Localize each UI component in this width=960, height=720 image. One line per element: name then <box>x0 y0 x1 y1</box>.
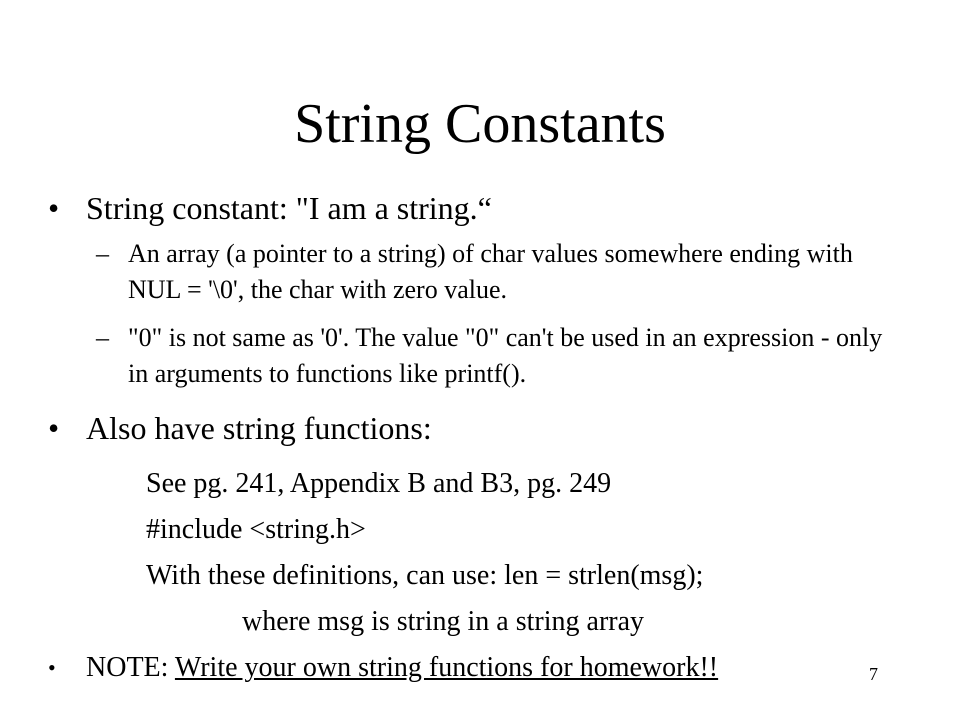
page-number: 7 <box>869 664 878 684</box>
bullet-marker: • <box>48 190 60 226</box>
bullet-marker: • <box>48 655 56 680</box>
detail-usage: With these definitions, can use: len = strlen(msg); <box>146 560 704 591</box>
bullet-text: String constant: "I am a string.“ <box>86 190 492 226</box>
subitem-text: "0" is not same as '0'. The value "0" can't be used in an expression - only in arguments to functions like printf(). <box>128 323 883 388</box>
bullet-text: Also have string functions: <box>86 410 432 446</box>
detail-msg-explanation: where msg is string in a string array <box>242 606 645 637</box>
detail-include: #include <string.h> <box>146 514 366 545</box>
note-text-container <box>86 650 718 686</box>
slide-title: String Constants <box>294 93 666 155</box>
note-homework-emphasis: Write your own string functions for homework!! <box>174 652 719 683</box>
subitem-marker: – <box>96 323 109 352</box>
subitem-marker: – <box>96 239 109 268</box>
note-prefix: NOTE: <box>86 652 175 683</box>
bullet-marker: • <box>48 410 60 446</box>
detail-references: See pg. 241, Appendix B and B3, pg. 249 <box>146 468 612 499</box>
subitem-text: An array (a pointer to a string) of char values somewhere ending with NUL = '\0', the char with zero value. <box>128 239 853 304</box>
